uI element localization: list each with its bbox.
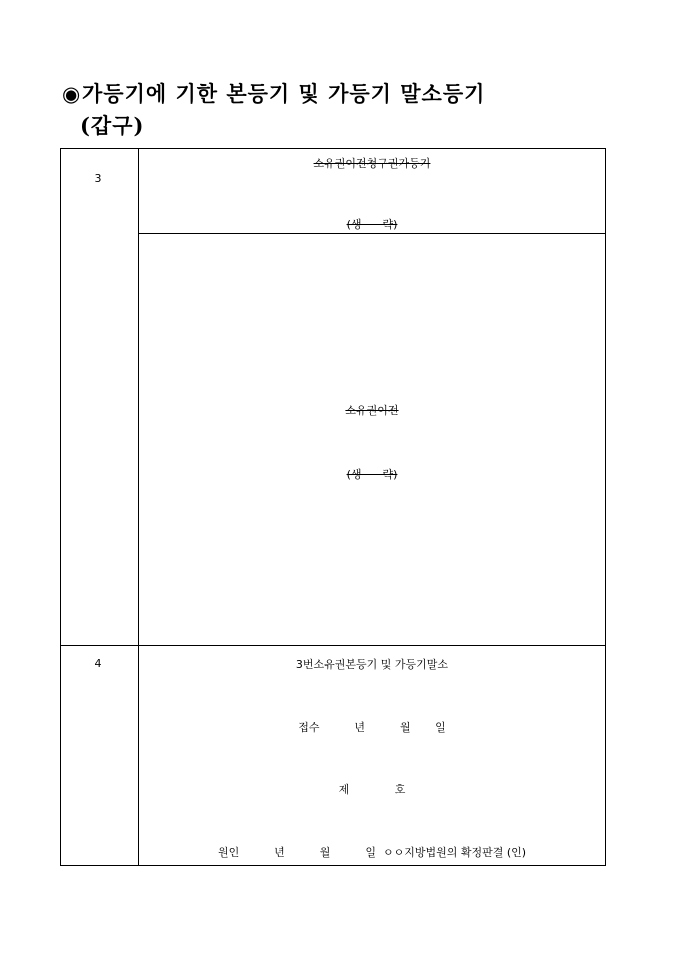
entry-receipt-number: 제 호	[338, 783, 406, 796]
entry-receipt: 접수 년 월 일	[298, 721, 446, 734]
row-number: 3	[94, 172, 102, 185]
circle-bullet-icon: ◉	[62, 81, 82, 106]
row3-entry-divider	[138, 233, 606, 234]
title-line-2: (갑구)	[80, 113, 145, 138]
entry-purpose-struck: 소유권이전청구권가등기	[313, 157, 431, 170]
title-line-1: 가등기에 기한 본등기 및 가등기 말소등기	[82, 81, 486, 106]
entry-omitted-struck: (생 략)	[346, 468, 398, 481]
page-title	[62, 78, 485, 142]
row-number: 4	[94, 657, 102, 670]
entry-cause: 원인 년 월 일 ㅇㅇ지방법원의 확정판결 (인)	[217, 846, 527, 859]
registry-table	[60, 148, 606, 866]
entry-purpose: 3번소유권본등기 및 가등기말소	[295, 658, 449, 671]
entry-omitted-struck: (생 략)	[346, 218, 398, 231]
entry-purpose-struck: 소유권이전	[345, 404, 399, 417]
column-divider	[138, 148, 139, 866]
row-divider	[60, 645, 606, 646]
